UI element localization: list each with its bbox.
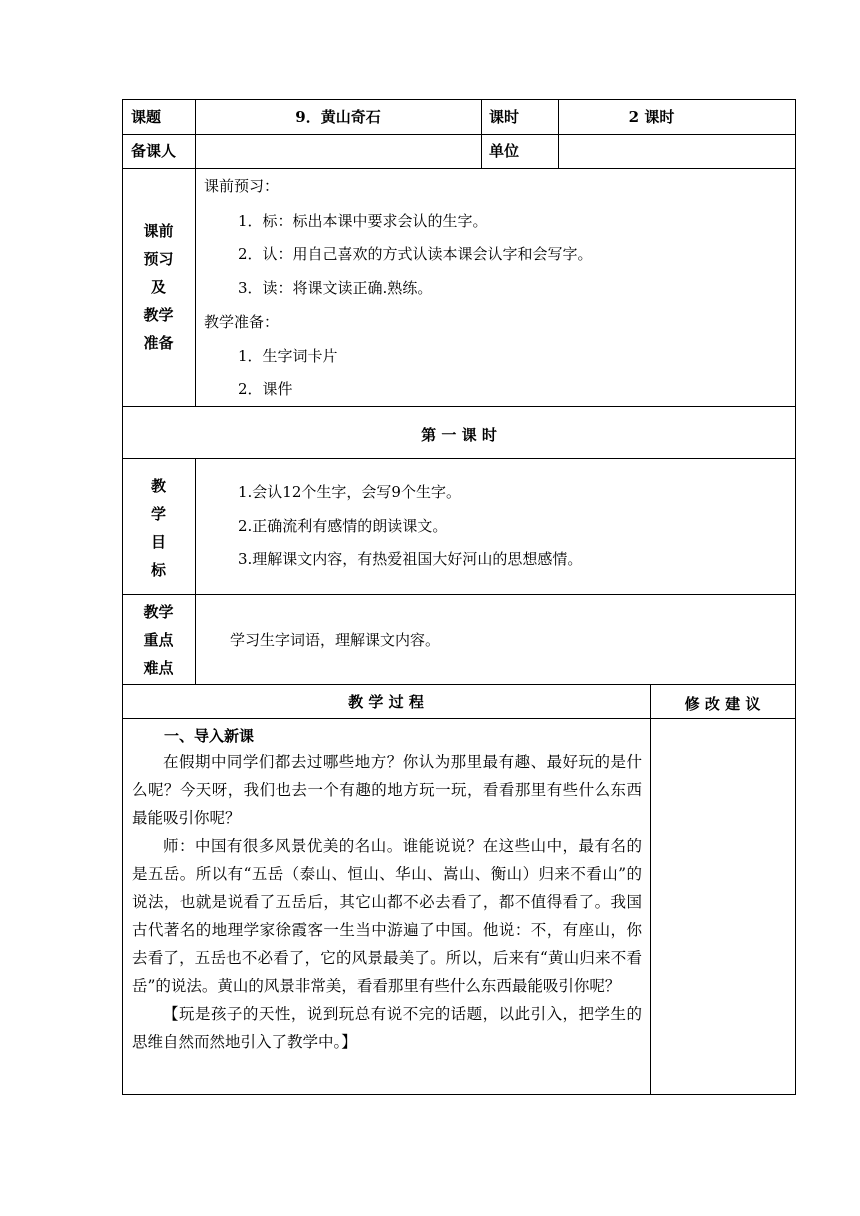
materials-title: 教学准备： (204, 313, 280, 331)
preview-item: 2．认：用自己喜欢的方式认读本课会认字和会写字。 (238, 245, 593, 263)
key-points-label: 教学 重点 难点 (143, 603, 174, 677)
key-points-text: 学习生字词语，理解课文内容。 (230, 631, 441, 649)
preview-title: 课前预习： (204, 177, 280, 195)
process-heading: 一、导入新课 (164, 727, 255, 745)
prep-label: 课前 预习 及 教学 准备 (143, 222, 174, 352)
section-title: 第 一 课 时 (421, 426, 497, 444)
period-value: 2 课时 (628, 108, 675, 126)
objectives-label: 教 学 目 标 (150, 477, 166, 579)
objective-item: 1.会认12个生字，会写9个生字。 (238, 483, 461, 501)
process-header: 教 学 过 程 (348, 693, 424, 711)
revision-header: 修 改 建 议 (684, 695, 761, 713)
preview-item: 3．读：将课文读正确.熟练。 (238, 279, 433, 297)
unit-label: 单位 (489, 142, 520, 160)
materials-item: 2．课件 (238, 380, 293, 398)
paragraph: 在假期中同学们都去过哪些地方？你认为那里最有趣、最好玩的是什么呢？今天呀，我们也去一个有趣的地方玩一玩，看看那里有些什么东西最能吸引你呢？ (132, 753, 642, 827)
preview-item: 1．标：标出本课中要求会认的生字。 (238, 212, 488, 230)
topic-label: 课题 (131, 108, 162, 126)
process-body (132, 748, 642, 1056)
preparer-label: 备课人 (131, 142, 177, 160)
topic-value: 9．黄山奇石 (295, 108, 381, 126)
period-label: 课时 (489, 108, 520, 126)
paragraph: 【玩是孩子的天性，说到玩总有说不完的话题，以此引入，把学生的思维自然而然地引入了教学中。】 (132, 1005, 642, 1051)
materials-item: 1．生字词卡片 (238, 347, 338, 365)
objective-item: 2.正确流利有感情的朗读课文。 (238, 517, 448, 535)
objective-item: 3.理解课文内容，有热爱祖国大好河山的思想感情。 (238, 550, 583, 568)
paragraph: 师：中国有很多风景优美的名山。谁能说说？在这些山中，最有名的是五岳。所以有“五岳（泰山、恒山、华山、嵩山、衡山）归来不看山”的说法，也就是说看了五岳后，其它山都不必去看了，都不值得看了。我国古代著名的地理学家徐霞客一生当中游遍了中国。他说：不，有座山，你去看了，五岳也不必看了，它的风景最美了。所以，后来有“黄山归来不看岳”的说法。黄山的风景非常美，看看那里有些什么东西最能吸引你呢？ (132, 837, 642, 995)
